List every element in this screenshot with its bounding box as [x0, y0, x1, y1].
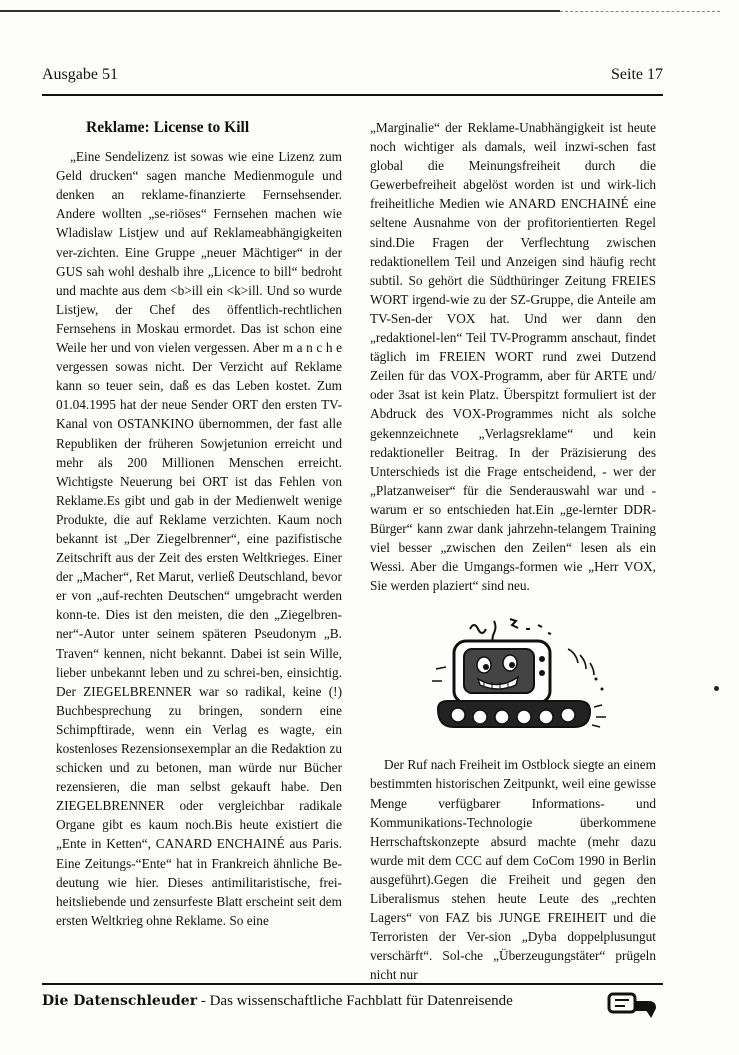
- publication-name: Die Datenschleuder: [42, 993, 198, 1009]
- issue-number: Ausgabe 51: [42, 66, 118, 83]
- publication-tagline: - Das wissenschaftliche Fachblatt für Datenreisende: [197, 993, 513, 1009]
- scan-artifact-dash: [560, 11, 720, 12]
- right-column: [370, 118, 656, 984]
- page-number: Seite 17: [611, 66, 663, 83]
- article-paragraph: „Eine Sendelizenz ist sowas wie eine Lizenz zum Geld drucken“ sagen manche Medienmogule und denken an reklame-finanzierte Fernsehsender. Andere wollten „se-riöses“ Fernsehen machen wie Wladislaw Listjew und auf Reklameabhängigkeiten ver-zichten. Eine Gruppe „neuer Mächtiger“ in der GUS sah wohl deshalb ihre „Licence to bill“ bedroht und machte aus dem <b>ill ein <k>ill. Und so wurde Listjew, der Chef des öffentlich-rechtlichen Fernsehens in Moskau ermordet. Das ist schon eine Weile her und von vielen vergessen. Aber m a n c h e vergessen sowas nicht. Der Verzicht auf Reklame kann so teuer sein, daß es das Leben kostet. Zum 01.04.1995 hat der neue Sender ORT den ersten TV-Kanal von OSTANKINO übernommen, der fast alle Republiken der früheren Sowjetunion erreicht und mehr als 200 Millionen Menschen erreicht. Wichtigste Neuerung bei ORT ist das Fehlen von Reklame.Es gibt und gab in der Medienwelt wenige Produkte, die auf Reklame verzichten. Kaum noch bekannt ist „Der Ziegelbrenner“, eine pazifistische Zeitschrift aus der Zeit des ersten Weltkrieges. Einer der „Macher“, Ret Marut, verließ Deutschland, bevor er von „auf-rechten Deutschen“ umgebracht werden konn-te. Dies ist den meisten, die den „Ziegelbren-ner“-Autor unter seinem späteren Pseudonym „B. Traven“ kennen, nicht bekannt. Dabei ist sein Wille, lieber unbekannt leben und zu schrei-ben, einsichtig. Der ZIEGELBRENNER war so radikal, keine (!) Buchbesprechung zu bringen, sondern eine Schimpftirade, wenn ein Verlag es wagte, ein kostenloses Rezensionsexemplar an die Redaktion zu schicken und zu betonen, man würde nur Bücher rezensieren, die man selbst gekauft habe. Den ZIEGELBRENNER oder vergleichbar radikale Organe gibt es kaum noch.Bis heute existiert die „Ente in Ketten“, CANARD ENCHAINÉ aus Paris. Eine Zeitungs-“Ente“ hat in Frankreich ähnliche Be-deutung wie hier. Dieses antimilitaristische, frei-heitsliebende und zensurfeste Blatt erscheint seit dem ersten Weltkrieg ohne Reklame. So eine: [56, 149, 342, 928]
- page-footer: [42, 983, 663, 1010]
- page-header: [42, 66, 663, 96]
- tv-tank-cartoon-icon: [398, 611, 628, 741]
- chaos-knot-logo-icon: [607, 988, 659, 1018]
- scan-artifact-line: [0, 10, 560, 12]
- article-paragraph: „Marginalie“ der Reklame-Unabhängigkeit ist heute noch wichtiger als damals, weil inzwi-schen fast global die Meinungsfreiheit durch die Gewerbefreiheit abgelöst worden ist und wirk-lich freiheitliche Medien wie ANARD ENCHAINÉ eine seltene Ausnahme von der profitorientierten Regel sind.Die Fragen der Verflechtung zwischen redaktionellem Teil und Anzeigen sind häufig recht subtil. So gehört die Südthüringer Zeitung FREIES WORT irgend-wie zu der SZ-Gruppe, die Anteile am TV-Sen-der VOX hat. Und wer dann den „redaktionel-len“ Teil TV-Programm anschaut, findet täglich im FREIEN WORT rund zwei Dutzend Zeilen für das VOX-Programm, aber für ARTE und/ oder 3sat ist kein Platz. Überspitzt formuliert ist der Abdruck des VOX-Programmes nicht als solche gekennzeichnete „Verlagsreklame“ und kein redaktioneller Beitrag. In der Präzisierung des Unterschieds ist die Frage entscheidend, - wer der „Platzanweiser“ für die Senderauswahl war und - warum er so entschieden hat.Ein „ge-lernter DDR-Bürger“ kann zwar dank jahrzehn-telangem Training viel besser „zwischen den Zeilen“ lesen als ein Wessi. Aber die Umgangs-formen wie „Herr VOX, Sie werden plaziert“ sind neu.: [370, 120, 656, 594]
- scan-speck: [714, 686, 719, 691]
- article-title: Reklame: License to Kill: [86, 119, 250, 136]
- left-column: [56, 118, 342, 930]
- article-paragraph: Der Ruf nach Freiheit im Ostblock siegte an einem bestimmten historischen Zeitpunkt, weil eine gewisse Menge verfügbarer Informations- und Kommunikations-Technologie überkommene Herrschaftskonzepte absurd machte (mehr dazu wurde mit dem CCC auf dem CoCom 1990 in Berlin ausgeführt).Gegen die Freiheit und gegen den Liberalismus stehen heute Leute des „rechten Lagers“ von FAZ bis JUNGE FREIHEIT und die Terroristen der Ver-sion „Dyba doppelplusungut verschärft“. Sol-che „Überzeugungstäter“ prügeln nicht nur: [370, 757, 656, 983]
